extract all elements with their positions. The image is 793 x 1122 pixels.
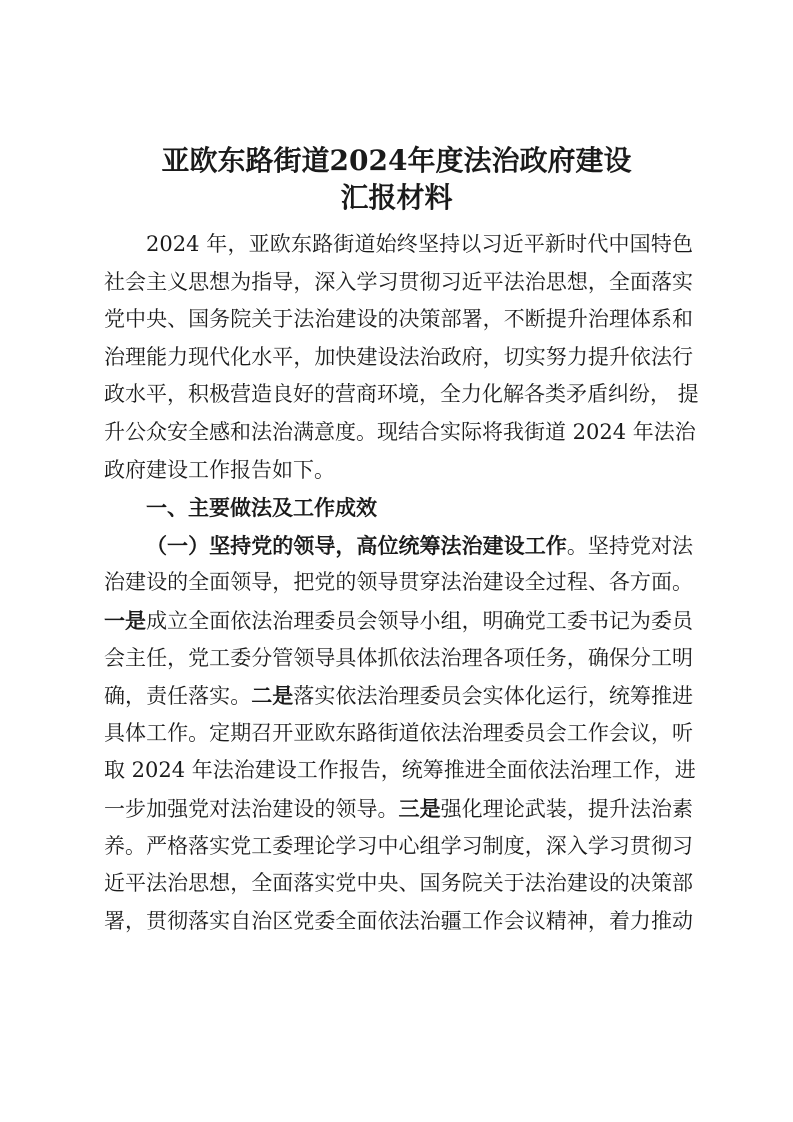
- text-line: [104, 715, 693, 753]
- bold-text: 二是: [251, 683, 294, 709]
- text: 确，责任落实。: [104, 684, 252, 709]
- text-line: [104, 865, 693, 903]
- text-line: [104, 903, 693, 941]
- document-title-line-2: 汇报材料: [340, 181, 453, 214]
- text: 落实依法治理委员会实体化运行，统筹推进: [293, 684, 694, 709]
- text-line: [104, 452, 693, 490]
- text: 党中央、国务院关于法治建设的决策部署，不断提升治理体系和: [104, 307, 693, 332]
- document-body: [104, 226, 699, 940]
- text-line: [104, 301, 693, 339]
- text-line: [104, 828, 693, 866]
- text-line: [104, 527, 693, 565]
- text: 强化理论武装，提升法治素: [440, 796, 694, 821]
- text: 升公众安全感和法治满意度。现结合实际将我街道 2024 年法治: [104, 419, 696, 444]
- text-line: [104, 264, 693, 302]
- text-line: [104, 414, 696, 452]
- text: 养。严格落实党工委理论学习中心组学习制度，深入学习贯彻习: [104, 833, 693, 858]
- text: 政水平，积极营造良好的营商环境，全力化解各类矛盾纠纷， 提: [104, 382, 699, 407]
- text: 一步加强党对法治建设的领导。: [104, 796, 399, 821]
- bold-text: 一、主要做法及工作成效: [146, 495, 377, 521]
- text-line: [104, 226, 693, 264]
- text-line: [104, 564, 693, 602]
- text: 治理能力现代化水平，加快建设法治政府，切实努力提升依法行: [104, 344, 693, 369]
- text: 具体工作。定期召开亚欧东路街道依法治理委员会工作会议，听: [104, 720, 693, 745]
- text: 2024 年，亚欧东路街道始终坚持以习近平新时代中国特色: [146, 232, 693, 256]
- text: 政府建设工作报告如下。: [104, 457, 335, 482]
- text: 会主任，党工委分管领导具体抓依法治理各项任务，确保分工明: [104, 645, 693, 670]
- text: 社会主义思想为指导，深入学习贯彻习近平法治思想，全面落实: [104, 269, 693, 294]
- text: 署，贯彻落实自治区党委全面依法治疆工作会议精神，着力推动: [104, 908, 693, 933]
- text: 治建设的全面领导，把党的领导贯穿法治建设全过程、各方面。: [104, 570, 693, 595]
- text-line: [104, 339, 693, 377]
- text: 成立全面依法治理委员会领导小组，明确党工委书记为委员: [146, 608, 694, 633]
- bold-text: 一是: [104, 607, 147, 633]
- bold-text: （一）坚持党的领导，高位统筹法治建设工作: [146, 532, 567, 558]
- document-title-line-1: 亚欧东路街道2024年度法治政府建设: [161, 144, 632, 177]
- text-line: [104, 677, 693, 715]
- text-line: [104, 752, 696, 790]
- text: 。坚持党对法: [566, 533, 694, 558]
- text-line: [104, 640, 693, 678]
- text: 近平法治思想，全面落实党中央、国务院关于法治建设的决策部: [104, 871, 693, 896]
- text-line: [104, 376, 699, 414]
- text-line: [104, 790, 693, 828]
- bold-text: 三是: [398, 795, 441, 821]
- text-line: [104, 602, 693, 640]
- text: 取 2024 年法治建设工作报告，统筹推进全面依法治理工作，进: [104, 758, 696, 783]
- text-line: [104, 489, 693, 527]
